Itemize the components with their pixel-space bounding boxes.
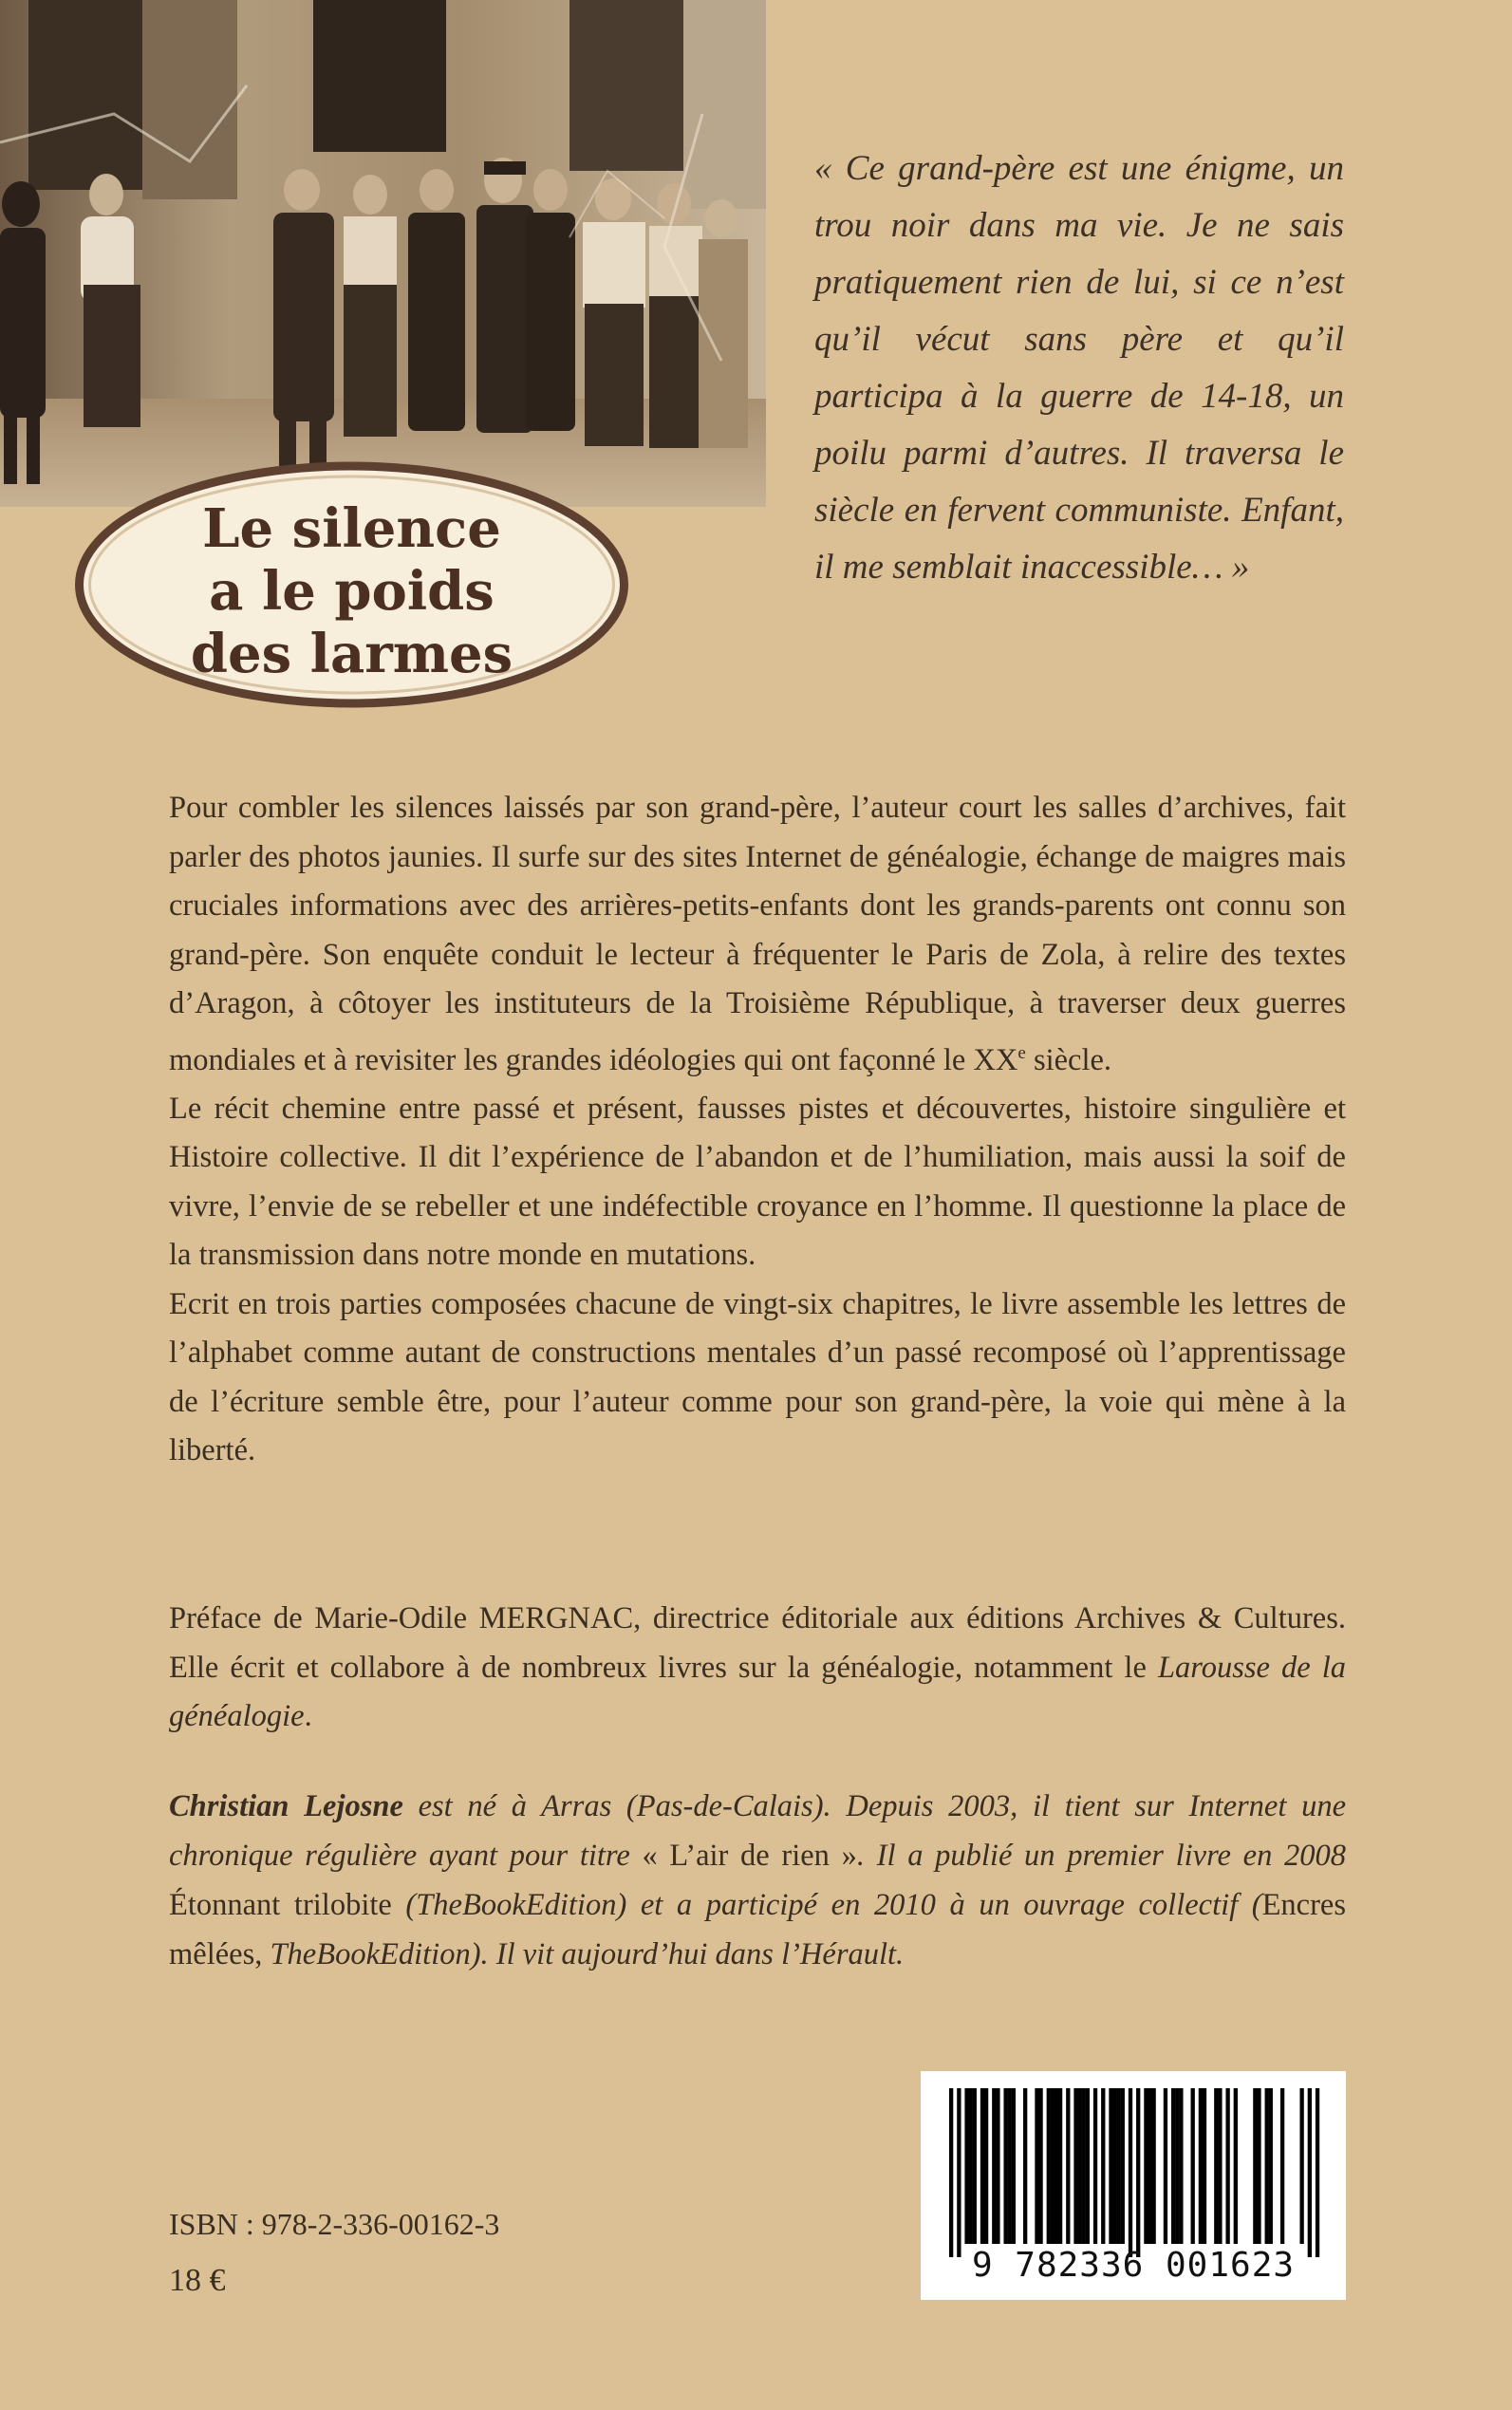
book-title-line-2: a le poids (209, 560, 495, 623)
barcode-bar (1191, 2088, 1195, 2244)
summary-paragraph-3: Ecrit en trois parties composées chacune de vingt-six chapitres, le livre assemble les lettres de l’alphabet comme autant de constructions mentales d’un passé recomposé où l’apprentissage de l’écriture semble être, pour l’auteur comme pour son grand-père, la voie qui mène à la liberté. (169, 1286, 1346, 1468)
reference-book-title: Larousse de la généalogie (169, 1650, 1346, 1733)
barcode-bar (1148, 2088, 1151, 2244)
epigraph-quote: « Ce grand-père est une énigme, un trou noir dans ma vie. Je ne sais pratiquement rien de lui, si ce n’est qu’il vécut sans père et qu’il participa à la guerre de 14-18, un poilu parmi d’autres. Il traversa le siècle en fervent communiste. Enfant, il me semblait inaccessible… » (814, 149, 1344, 587)
barcode-bar (1117, 2088, 1121, 2244)
barcode-digits: 9 782336 001623 (971, 2246, 1296, 2285)
barcode-bar (1225, 2088, 1229, 2244)
first-book-title: Étonnant trilobite (169, 1888, 392, 1922)
barcode-bar (1308, 2088, 1312, 2257)
barcode-bar (1151, 2088, 1155, 2244)
barcode-bar (1077, 2088, 1081, 2244)
barcode-bar (1316, 2088, 1319, 2257)
barcode-bar (1112, 2088, 1116, 2244)
sepia-group-photo-icon (0, 0, 766, 507)
barcode-bar (1073, 2088, 1077, 2244)
barcode-bar (969, 2088, 973, 2244)
barcode-bar (1214, 2088, 1218, 2244)
barcode-bar (1280, 2088, 1284, 2244)
barcode-bar (1038, 2088, 1042, 2244)
preface-note: Préface de Marie-Odile MERGNAC, directrice éditoriale aux éditions Archives & Cultures. Elle écrit et collabore à de nombreux livres sur la généalogie, notamment le Larousse de la généalogie. (169, 1601, 1346, 1733)
barcode-bar (1055, 2088, 1058, 2244)
author-name: Christian Lejosne (169, 1789, 403, 1823)
barcode-bar (1121, 2088, 1125, 2244)
cover-photo (0, 0, 766, 507)
barcode-bar (984, 2088, 988, 2244)
barcode-bar (1023, 2088, 1027, 2244)
barcode-bar (1093, 2088, 1097, 2244)
barcode-bar (964, 2088, 968, 2244)
barcode-bar (1051, 2088, 1055, 2244)
barcode-bar (1199, 2088, 1203, 2244)
barcode-bar (957, 2088, 961, 2257)
book-title (74, 497, 629, 685)
barcode-bar (1144, 2088, 1148, 2244)
barcode-bar (1253, 2088, 1257, 2244)
barcode-bar (992, 2088, 996, 2244)
barcode-bar (1265, 2088, 1269, 2244)
title-badge (74, 461, 629, 708)
book-title-line-3: des larmes (190, 623, 513, 685)
barcode-bar (996, 2088, 999, 2244)
barcode-bar (1136, 2088, 1140, 2257)
superscript: e (1017, 1042, 1026, 1063)
barcode-bar (1164, 2088, 1167, 2244)
barcode-bar (1257, 2088, 1260, 2244)
barcode-bar (1299, 2088, 1303, 2244)
barcode-bar (1058, 2088, 1062, 2244)
barcode-bar (1109, 2088, 1112, 2244)
barcode-bar (949, 2088, 953, 2257)
barcode-bar (1035, 2088, 1038, 2244)
barcode-bar (1218, 2088, 1222, 2244)
price: 18 € (169, 2263, 226, 2298)
barcode-bar (1203, 2088, 1206, 2244)
chronicle-title: « L’air de rien » (642, 1839, 857, 1873)
barcode-bar (1047, 2088, 1051, 2244)
barcode-bar (1101, 2088, 1105, 2244)
collective-book-title: Encres mêlées, (169, 1888, 1347, 1971)
book-title-line-1: Le silence (202, 497, 501, 560)
summary-paragraph-2: Le récit chemine entre passé et présent, fausses pistes et découvertes, histoire singulière et Histoire collective. Il dit l’expérience de l’abandon et de l’humiliation, mais aussi la soif de vivre, l’envie de se rebeller et une indéfectible croyance en l’homme. Il questionne la place de la transmission dans notre monde en mutations. (169, 1091, 1346, 1273)
barcode-bar (1008, 2088, 1012, 2244)
summary-paragraph-1: Pour combler les silences laissés par son grand-père, l’auteur court les salles d’archives, fait parler des photos jaunies. Il surfe sur des sites Internet de généalogie, échange de maigres mais cruciales informations avec des arrières-petits-enfants dont les grands-parents ont connu son grand-père. Son enquête conduit le lecteur à fréquenter le Paris de Zola, à relire des textes d’Aragon, à côtoyer les instituteurs de la Troisième République, à traverser deux guerres mondiales et à revisiter les grandes idéologies qui ont façonné le XXe siècle. (169, 791, 1346, 1077)
barcode (921, 2071, 1346, 2300)
isbn: ISBN : 978-2-336-00162-3 (169, 2207, 500, 2241)
summary (169, 784, 1346, 1476)
barcode-bar (1066, 2088, 1070, 2244)
barcode-bar (973, 2088, 977, 2244)
barcode-bar (980, 2088, 984, 2244)
barcode-bar (1179, 2088, 1183, 2244)
barcode-bar (1175, 2088, 1179, 2244)
barcode-bar (1086, 2088, 1090, 2244)
barcode-bar (1082, 2088, 1086, 2244)
barcode-bar (1234, 2088, 1238, 2244)
barcode-bar (1269, 2088, 1273, 2244)
author-bio: Christian Lejosne est né à Arras (Pas-de-Calais). Depuis 2003, il tient sur Internet une chronique régulière ayant pour titre « L’air de rien ». Il a publié un premier livre en 2008 Étonnant trilobite (TheBookEdition) et a participé en 2010 à un ouvrage collectif (Encres mêlées, TheBookEdition). Il vit aujourd’hui dans l’Hérault. (169, 1789, 1347, 1971)
barcode-bar (1171, 2088, 1175, 2244)
barcode-bar (1129, 2088, 1132, 2257)
barcode-bar (1012, 2088, 1016, 2244)
barcode-bar (1003, 2088, 1007, 2244)
